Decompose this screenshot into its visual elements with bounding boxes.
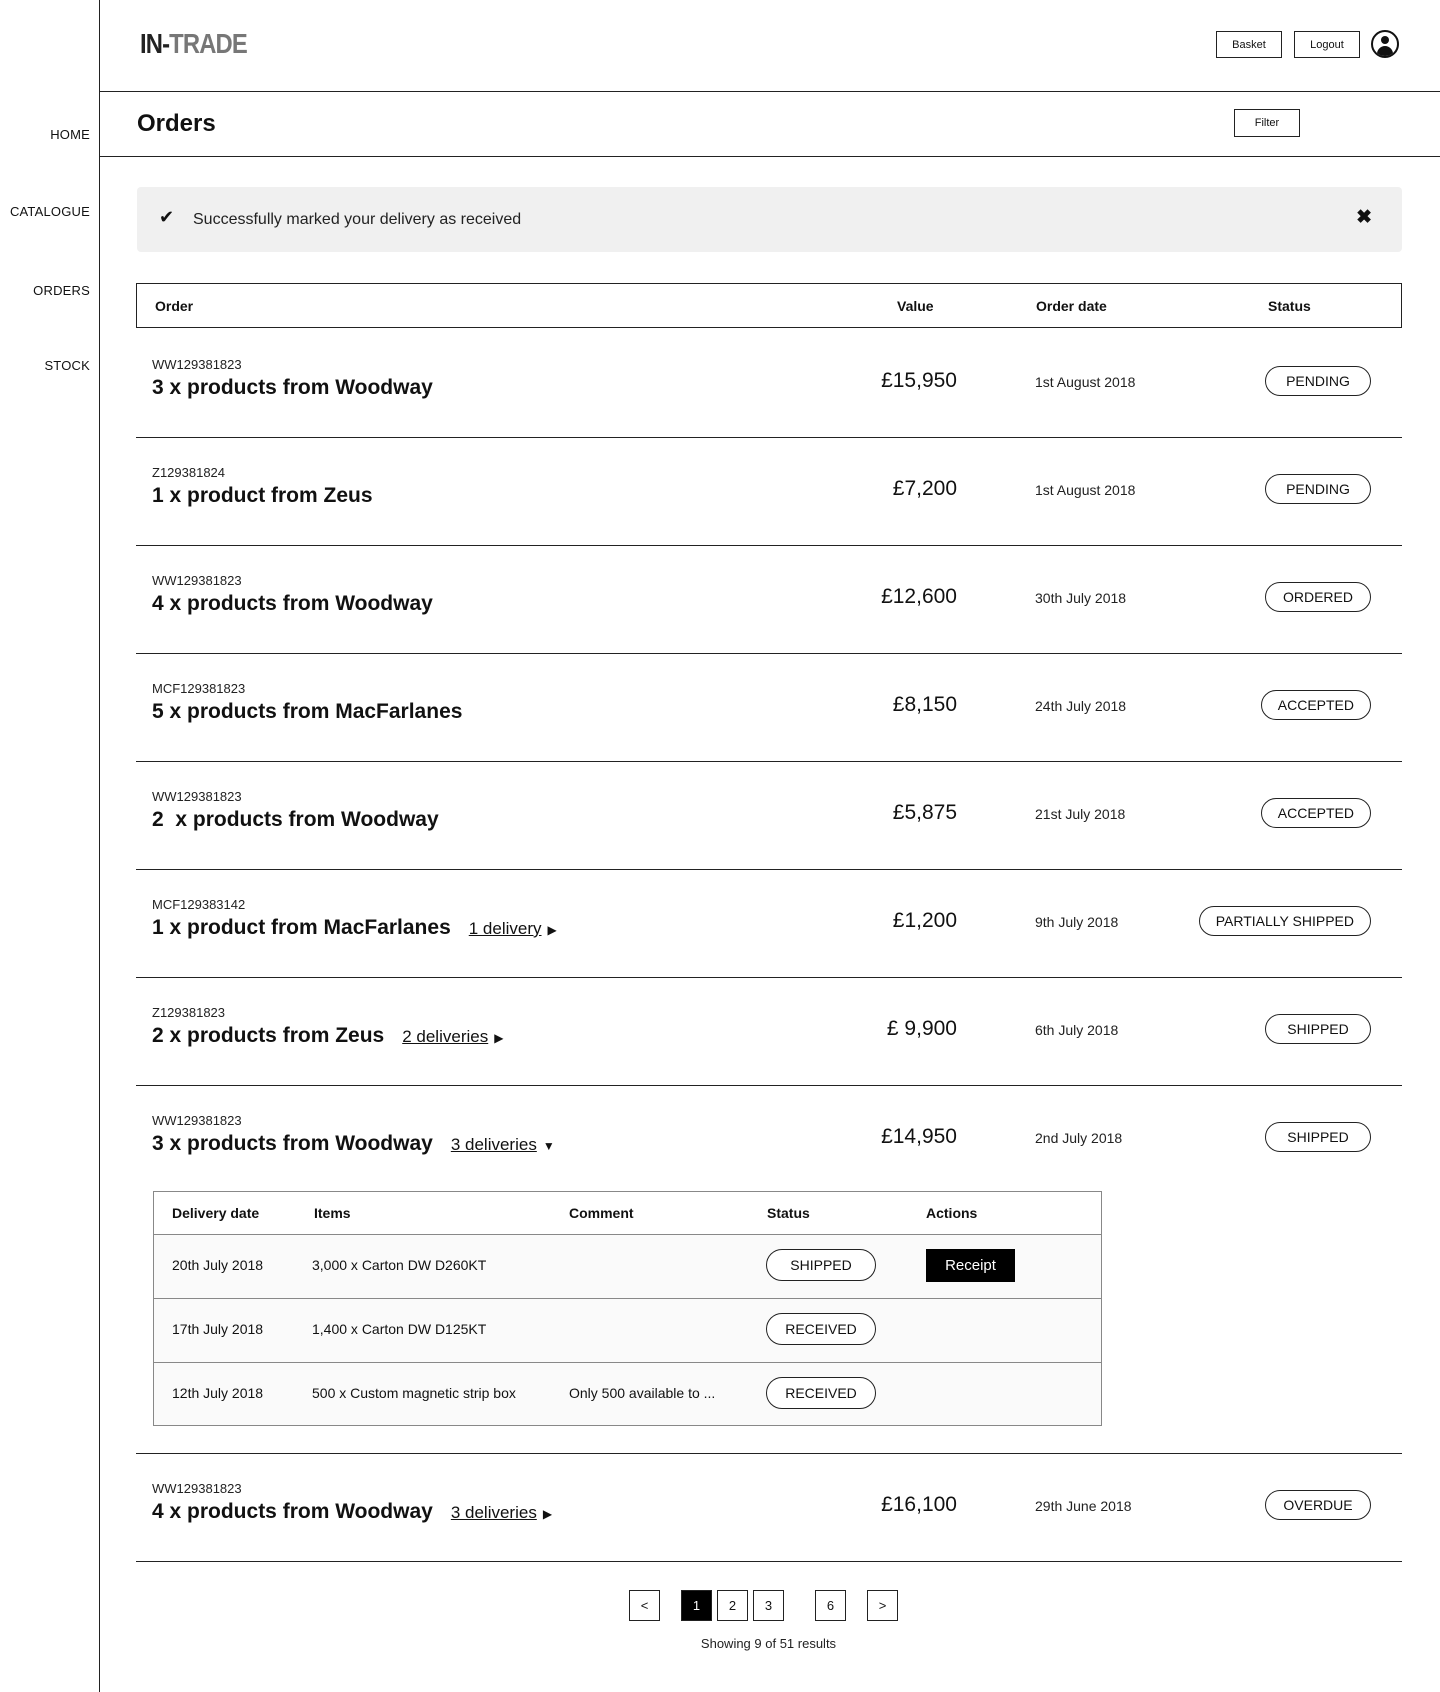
order-code: WW129381823 (152, 1113, 242, 1128)
order-date: 2nd July 2018 (1035, 1130, 1123, 1146)
order-value: £5,875 (892, 801, 957, 824)
order-date: 29th June 2018 (1035, 1498, 1132, 1514)
order-title-text: 2 x products from Woodway (152, 808, 439, 831)
status-badge: PENDING (1265, 366, 1371, 396)
success-alert (137, 187, 1402, 252)
logo-part-in: IN (140, 28, 163, 59)
pagination-page-2[interactable]: 2 (717, 1590, 748, 1621)
pagination-page-1[interactable]: 1 (681, 1590, 712, 1621)
close-icon[interactable]: ✖ (1356, 207, 1372, 228)
col-value[interactable]: Value (897, 298, 934, 314)
expand-arrow-icon[interactable]: ▶ (547, 923, 557, 937)
order-title (152, 1500, 552, 1524)
status-badge: ORDERED (1265, 582, 1371, 612)
order-title (152, 376, 433, 400)
order-date: 1st August 2018 (1035, 374, 1136, 390)
nav-orders[interactable]: ORDERS (33, 283, 90, 298)
delivery-date: 12th July 2018 (172, 1385, 264, 1401)
col-order[interactable]: Order (155, 298, 194, 314)
order-row[interactable] (136, 329, 1402, 438)
filter-button[interactable]: Filter (1234, 109, 1300, 137)
order-row[interactable] (136, 1453, 1402, 1562)
order-title (152, 808, 439, 832)
deliveries-link[interactable]: 2 deliveries (402, 1027, 489, 1046)
pagination-page-3[interactable]: 3 (753, 1590, 784, 1621)
delivery-items: 500 x Custom magnetic strip box (312, 1385, 516, 1401)
order-date: 6th July 2018 (1035, 1022, 1119, 1038)
order-date: 30th July 2018 (1035, 590, 1127, 606)
order-title-text: 1 x product from Zeus (152, 484, 373, 507)
order-value: £1,200 (892, 909, 957, 932)
col-delivery-date: Delivery date (172, 1205, 260, 1221)
results-summary: Showing 9 of 51 results (700, 1636, 837, 1651)
order-value: £14,950 (881, 1125, 957, 1148)
order-code: WW129381823 (152, 357, 242, 372)
order-title (152, 484, 373, 508)
order-title (152, 700, 462, 724)
order-code: Z129381824 (152, 465, 226, 480)
order-title-text: 5 x products from MacFarlanes (152, 700, 463, 723)
logout-button[interactable]: Logout (1294, 31, 1360, 58)
order-row[interactable] (136, 545, 1402, 654)
alert-message: Successfully marked your delivery as received (193, 211, 522, 228)
order-title (152, 592, 433, 616)
order-value: £12,600 (881, 585, 957, 608)
user-avatar-icon[interactable] (1371, 30, 1399, 58)
logo[interactable] (140, 28, 247, 60)
pagination-prev-button[interactable]: < (629, 1590, 660, 1621)
status-badge: SHIPPED (1265, 1014, 1371, 1044)
logo-part-trade: TRADE (169, 28, 247, 59)
order-code: WW129381823 (152, 573, 242, 588)
order-row[interactable] (136, 437, 1402, 546)
delivery-status-badge: RECEIVED (766, 1313, 876, 1345)
order-title-text: 4 x products from Woodway (152, 1500, 433, 1523)
collapse-arrow-icon[interactable]: ▼ (542, 1139, 555, 1153)
page-title: Orders (137, 110, 216, 137)
deliveries-table-header (154, 1192, 1101, 1235)
col-comment: Comment (569, 1205, 634, 1221)
receipt-button[interactable]: Receipt (926, 1249, 1015, 1282)
logo-separator: - (162, 28, 170, 59)
delivery-row (154, 1298, 1101, 1363)
delivery-date: 20th July 2018 (172, 1257, 264, 1273)
order-code: WW129381823 (152, 1481, 242, 1496)
order-code: Z129381823 (152, 1005, 226, 1020)
order-row[interactable] (136, 653, 1402, 762)
deliveries-link[interactable]: 3 deliveries (450, 1135, 537, 1154)
order-date: 24th July 2018 (1035, 698, 1127, 714)
order-code: WW129381823 (152, 789, 242, 804)
status-badge: SHIPPED (1265, 1122, 1371, 1152)
order-value: £ 9,900 (886, 1017, 957, 1040)
order-title-text: 2 x products from Zeus (152, 1024, 385, 1047)
col-status[interactable]: Status (1268, 298, 1311, 314)
deliveries-table (153, 1191, 1102, 1426)
nav-home[interactable]: HOME (50, 127, 90, 142)
order-title-text: 3 x products from Woodway (152, 1132, 433, 1155)
order-row[interactable] (136, 869, 1402, 978)
order-date: 1st August 2018 (1035, 482, 1136, 498)
status-badge: ACCEPTED (1261, 798, 1371, 828)
delivery-row (154, 1234, 1101, 1299)
order-row[interactable] (136, 977, 1402, 1086)
delivery-items: 1,400 x Carton DW D125KT (312, 1321, 487, 1337)
status-badge: PARTIALLY SHIPPED (1199, 906, 1371, 936)
col-items: Items (314, 1205, 351, 1221)
deliveries-link[interactable]: 1 delivery (468, 919, 542, 938)
expand-arrow-icon[interactable]: ▶ (494, 1031, 504, 1045)
order-title (152, 1024, 503, 1048)
expand-arrow-icon[interactable]: ▶ (542, 1507, 553, 1521)
col-delivery-status: Status (767, 1205, 810, 1221)
delivery-status-badge: RECEIVED (766, 1377, 876, 1409)
deliveries-link[interactable]: 3 deliveries (450, 1503, 537, 1522)
basket-button[interactable]: Basket (1216, 31, 1282, 58)
check-icon: ✔ (159, 207, 175, 227)
sidebar (0, 0, 100, 1692)
order-date: 9th July 2018 (1035, 914, 1119, 930)
status-badge: PENDING (1265, 474, 1371, 504)
order-title-text: 1 x product from MacFarlanes (152, 916, 451, 939)
delivery-status-badge: SHIPPED (766, 1249, 876, 1281)
order-value: £15,950 (881, 369, 957, 392)
pagination-next-button[interactable]: > (867, 1590, 898, 1621)
order-title-text: 3 x products from Woodway (152, 376, 433, 399)
order-value: £16,100 (881, 1493, 957, 1516)
pagination-page-6[interactable]: 6 (815, 1590, 846, 1621)
status-badge: OVERDUE (1265, 1490, 1371, 1520)
order-code: MCF129383142 (152, 897, 246, 912)
col-order-date[interactable]: Order date (1036, 298, 1107, 314)
delivery-row (154, 1362, 1101, 1426)
orders-table-header (136, 283, 1402, 328)
col-actions: Actions (926, 1205, 978, 1221)
order-title-text: 4 x products from Woodway (152, 592, 433, 615)
order-code: MCF129381823 (152, 681, 246, 696)
order-title (152, 1132, 555, 1156)
order-value: £7,200 (892, 477, 957, 500)
nav-stock[interactable]: STOCK (44, 358, 90, 373)
order-title (152, 916, 557, 940)
status-badge: ACCEPTED (1261, 690, 1371, 720)
order-value: £8,150 (892, 693, 957, 716)
delivery-items: 3,000 x Carton DW D260KT (312, 1257, 487, 1273)
nav-catalogue[interactable]: CATALOGUE (9, 204, 90, 219)
delivery-date: 17th July 2018 (172, 1321, 264, 1337)
order-row[interactable] (136, 761, 1402, 870)
order-date: 21st July 2018 (1035, 806, 1126, 822)
delivery-comment: Only 500 available to ... (569, 1385, 716, 1401)
